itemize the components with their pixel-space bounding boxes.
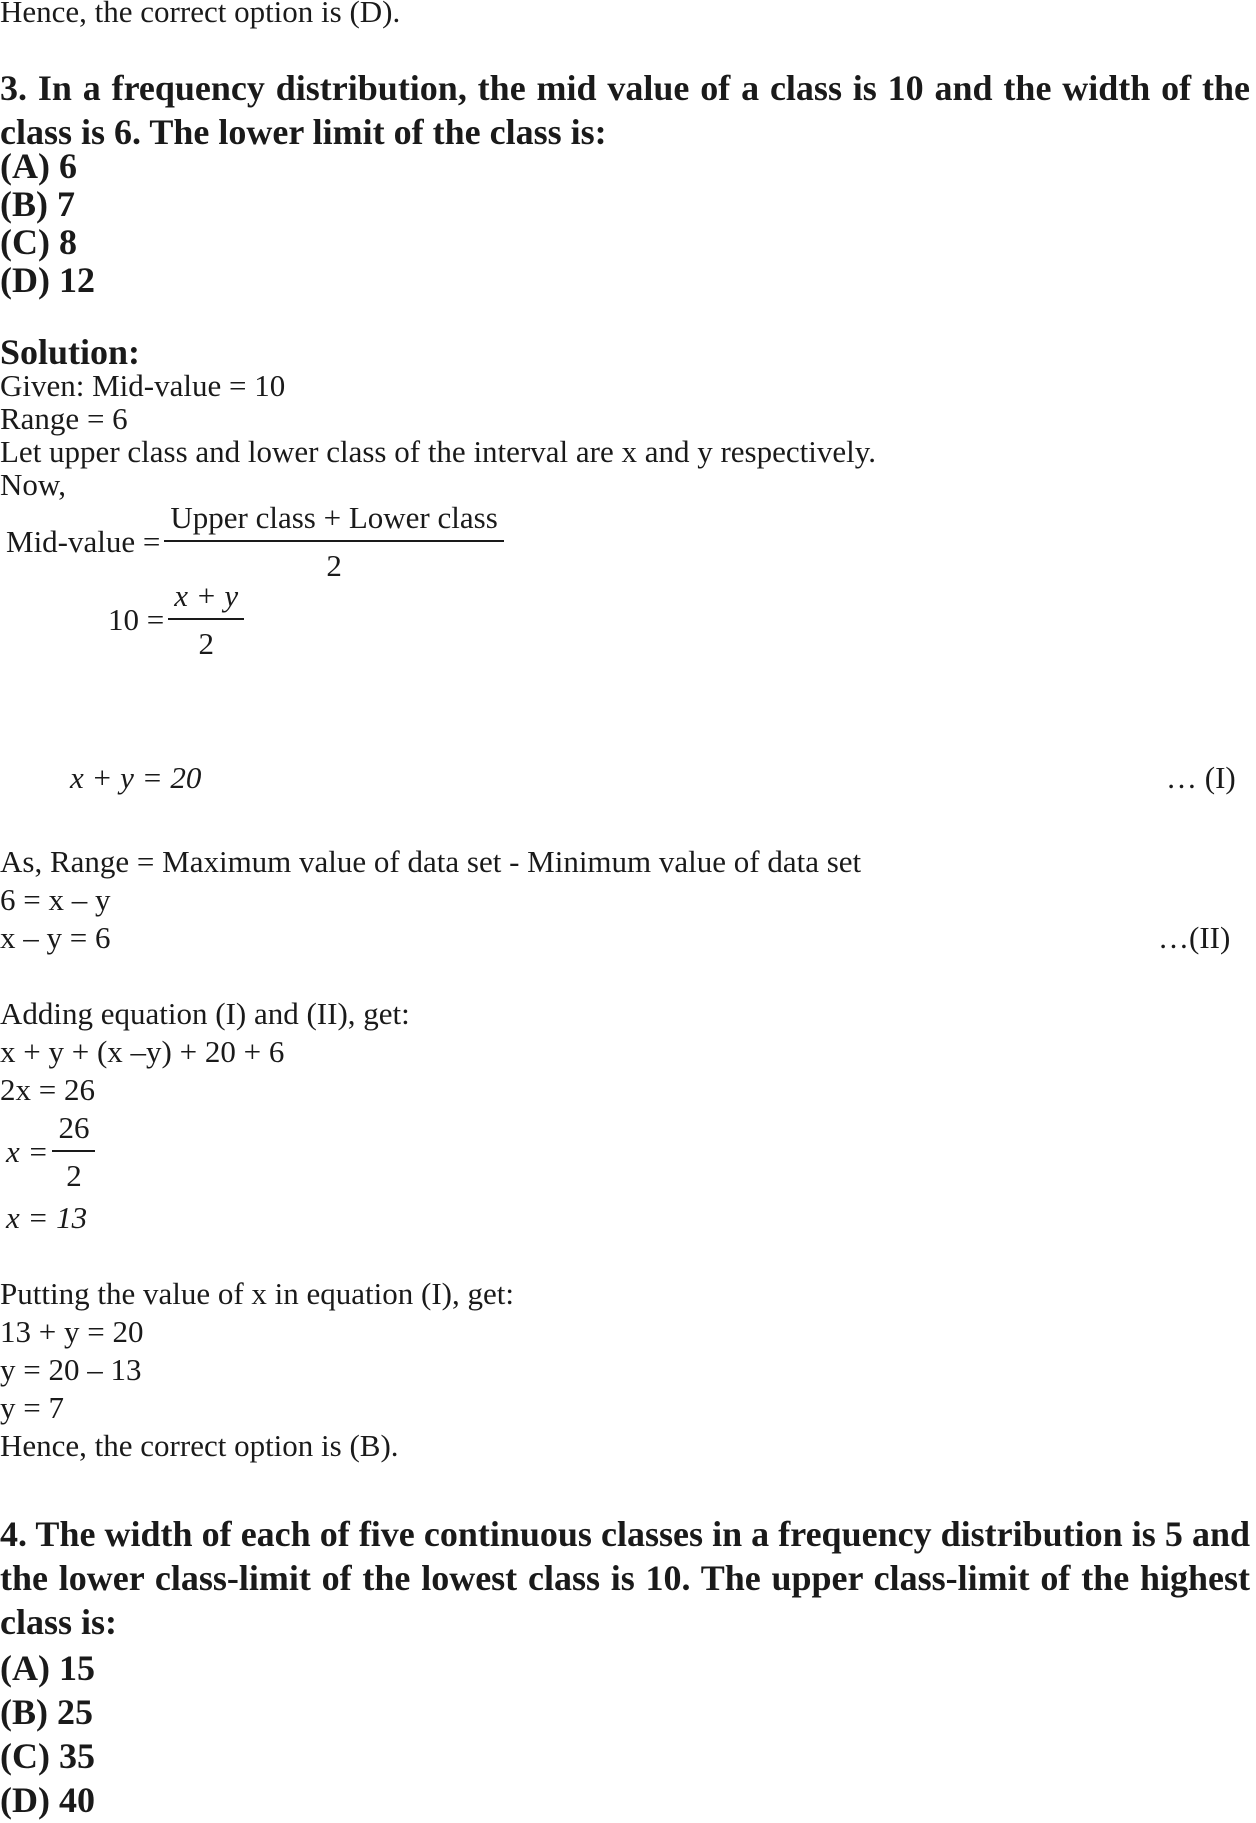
x-minus-y-equation: x – y = 6 bbox=[0, 920, 111, 955]
substitution-1: 13 + y = 20 bbox=[0, 1314, 144, 1349]
solution-heading: Solution: bbox=[0, 332, 141, 372]
now-line: Now, bbox=[0, 467, 67, 502]
two-x-line: 2x = 26 bbox=[0, 1072, 95, 1107]
mid-value-lhs: Mid-value = bbox=[6, 524, 161, 559]
q4-option-c: (C) 35 bbox=[0, 1736, 95, 1776]
substitution-3: y = 7 bbox=[0, 1390, 64, 1425]
q4-option-b: (B) 25 bbox=[0, 1692, 93, 1732]
putting-line: Putting the value of x in equation (I), get: bbox=[0, 1276, 514, 1311]
equation-tag-1: … (I) bbox=[1166, 760, 1236, 795]
previous-conclusion: Hence, the correct option is (D). bbox=[0, 0, 401, 29]
ten-equation-lhs: 10 = bbox=[108, 602, 165, 637]
ten-equation bbox=[108, 578, 244, 662]
q3-conclusion: Hence, the correct option is (B). bbox=[0, 1428, 399, 1463]
x-fraction-denominator: 2 bbox=[66, 1158, 82, 1193]
let-line: Let upper class and lower class of the interval are x and y respectively. bbox=[0, 434, 876, 469]
x-fraction-lhs: x = bbox=[6, 1134, 49, 1169]
q4-option-a: (A) 15 bbox=[0, 1648, 95, 1688]
x-equals-13: x = 13 bbox=[6, 1200, 88, 1235]
range-definition: As, Range = Maximum value of data set - Minimum value of data set bbox=[0, 844, 862, 879]
q3-option-a: (A) 6 bbox=[0, 146, 77, 186]
sum-line: x + y + (x –y) + 20 + 6 bbox=[0, 1034, 285, 1069]
x-fraction-numerator: 26 bbox=[52, 1110, 95, 1152]
mid-value-numerator: Upper class + Lower class bbox=[164, 500, 503, 542]
question-4-text: 4. The width of each of five continuous classes in a frequency distribution is 5 and the lower class-limit of the lowest class is 10. The upper class-limit of the highest class is: bbox=[0, 1514, 1250, 1642]
six-equation: 6 = x – y bbox=[0, 882, 111, 917]
q4-option-d: (D) 40 bbox=[0, 1780, 95, 1820]
substitution-2: y = 20 – 13 bbox=[0, 1352, 142, 1387]
x-fraction-equation bbox=[6, 1110, 95, 1194]
mid-value-fraction bbox=[164, 500, 503, 584]
given-line: Given: Mid-value = 10 bbox=[0, 368, 286, 403]
x-plus-y-equation: x + y = 20 bbox=[70, 760, 202, 795]
ten-equation-denominator: 2 bbox=[198, 626, 214, 661]
x-fraction bbox=[52, 1110, 95, 1194]
question-3-text: 3. In a frequency distribution, the mid value of a class is 10 and the width of the class is 6. The lower limit of the class is: bbox=[0, 68, 1250, 152]
q3-option-c: (C) 8 bbox=[0, 222, 77, 262]
equation-tag-2: …(II) bbox=[1158, 920, 1231, 955]
range-line: Range = 6 bbox=[0, 401, 128, 436]
q3-option-d: (D) 12 bbox=[0, 260, 95, 300]
ten-equation-fraction bbox=[168, 578, 244, 662]
mid-value-formula bbox=[6, 500, 504, 584]
mid-value-denominator: 2 bbox=[326, 548, 342, 583]
q3-option-b: (B) 7 bbox=[0, 184, 75, 224]
adding-line: Adding equation (I) and (II), get: bbox=[0, 996, 410, 1031]
ten-equation-numerator: x + y bbox=[168, 578, 244, 620]
